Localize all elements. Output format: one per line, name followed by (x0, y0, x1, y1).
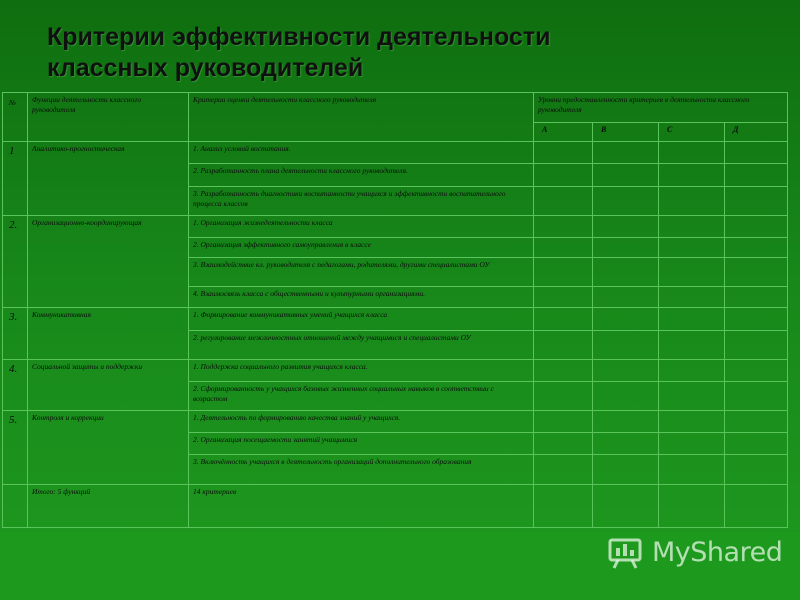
level-cell (659, 485, 725, 528)
level-cell (659, 433, 725, 455)
group-5-criterion-1: 1. Деятельность по формированию качества знаний у учащихся. (189, 411, 534, 433)
group-5-criterion-3: 3. Включённость учащихся в деятельность организаций дополнительного образования (189, 455, 534, 485)
level-cell (659, 455, 725, 485)
level-cell (534, 216, 593, 238)
group-2-function: Организационно-координирующая (28, 216, 189, 308)
level-cell (659, 411, 725, 433)
group-2-num: 2. (3, 216, 28, 308)
level-cell (659, 308, 725, 331)
group-4-function: Социальной защиты и поддержки (28, 360, 189, 411)
header-level-c: С (659, 123, 725, 142)
group-2-criterion-2: 2. Организация эффективного самоуправления в классе (189, 238, 534, 258)
level-cell (534, 258, 593, 287)
level-cell (534, 455, 593, 485)
group-3-criterion-2: 2. регулирование межличностных отношений между учащимися и специалистами ОУ (189, 331, 534, 360)
title-line-1: Критерии эффективности деятельности (47, 23, 551, 51)
table-row (3, 360, 788, 382)
level-cell (659, 216, 725, 238)
group-1-criterion-3: 3. Разработанность диагностики воспитанности учащихся и эффективности воспитательного процесса классов (189, 187, 534, 216)
level-cell (659, 360, 725, 382)
group-3-criterion-1: 1. Формирование коммуникативных умений учащихся класса (189, 308, 534, 331)
header-num: № (3, 93, 28, 142)
group-1-num: 1 (3, 142, 28, 216)
level-cell (593, 382, 659, 411)
level-cell (593, 360, 659, 382)
group-3-function: Коммуникативная (28, 308, 189, 360)
level-cell (534, 485, 593, 528)
group-3-num: 3. (3, 308, 28, 360)
level-cell (725, 187, 788, 216)
level-cell (593, 308, 659, 331)
level-cell (534, 238, 593, 258)
level-cell (659, 382, 725, 411)
level-cell (534, 142, 593, 164)
level-cell (725, 360, 788, 382)
level-cell (725, 258, 788, 287)
level-cell (534, 187, 593, 216)
level-cell (593, 258, 659, 287)
level-cell (659, 258, 725, 287)
group-5-criterion-2: 2. Организация посещаемости занятий учащимися (189, 433, 534, 455)
group-2-criterion-3: 3. Взаимодействие кл. руководителя с педагогами, родителями, другими специалистами ОУ (189, 258, 534, 287)
level-cell (593, 331, 659, 360)
level-cell (725, 382, 788, 411)
level-cell (534, 164, 593, 187)
level-cell (659, 164, 725, 187)
level-cell (725, 331, 788, 360)
group-5-num: 5. (3, 411, 28, 485)
total-functions: Итого: 5 функций (28, 485, 189, 528)
level-cell (593, 485, 659, 528)
group-4-criterion-1: 1. Поддержка социального развития учащихся класса. (189, 360, 534, 382)
level-cell (534, 360, 593, 382)
total-criteria: 14 критериев (189, 485, 534, 528)
header-level-b: В (593, 123, 659, 142)
header-level-d: Д (725, 123, 788, 142)
level-cell (725, 308, 788, 331)
group-1-function: Аналитико-прогностическая (28, 142, 189, 216)
level-cell (659, 287, 725, 308)
level-cell (593, 216, 659, 238)
watermark-text: MyShared (652, 536, 783, 568)
header-level-a: А (534, 123, 593, 142)
table-row (3, 308, 788, 331)
group-1-criterion-1: 1. Анализ условий воспитания. (189, 142, 534, 164)
level-cell (725, 164, 788, 187)
level-cell (593, 187, 659, 216)
total-row (3, 485, 788, 528)
level-cell (534, 308, 593, 331)
level-cell (659, 187, 725, 216)
presentation-icon (606, 532, 646, 572)
group-4-criterion-2: 2. Сформированность у учащихся базовых жизненных социальных навыков в соответствии с возрастом (189, 382, 534, 411)
level-cell (534, 287, 593, 308)
header-levels: Уровни предоставленности критериев в деятельности классного руководителя (534, 93, 788, 123)
group-1-criterion-2: 2. Разработанность плана деятельности классного руководителя. (189, 164, 534, 187)
level-cell (659, 238, 725, 258)
level-cell (534, 382, 593, 411)
level-cell (659, 331, 725, 360)
table-row (3, 411, 788, 433)
slide-title (47, 22, 767, 84)
group-5-function: Контроля и коррекции (28, 411, 189, 485)
header-row (3, 93, 788, 123)
level-cell (593, 142, 659, 164)
level-cell (593, 287, 659, 308)
level-cell (725, 411, 788, 433)
level-cell (534, 433, 593, 455)
level-cell (725, 238, 788, 258)
group-2-criterion-4: 4. Взаимосвязь класса с общественными и культурными организациями. (189, 287, 534, 308)
myshared-watermark (606, 532, 782, 572)
level-cell (725, 433, 788, 455)
level-cell (725, 142, 788, 164)
level-cell (593, 411, 659, 433)
table-row (3, 216, 788, 238)
level-cell (534, 411, 593, 433)
criteria-table (2, 92, 788, 528)
level-cell (725, 485, 788, 528)
header-criteria: Критерии оценки деятельности классного руководителя (189, 93, 534, 142)
total-num (3, 485, 28, 528)
level-cell (725, 216, 788, 238)
level-cell (725, 455, 788, 485)
level-cell (725, 287, 788, 308)
level-cell (593, 164, 659, 187)
level-cell (593, 433, 659, 455)
level-cell (593, 455, 659, 485)
title-line-2: классных руководителей (47, 54, 364, 82)
level-cell (659, 142, 725, 164)
level-cell (593, 238, 659, 258)
header-functions: Функции деятельности классного руководителя (28, 93, 189, 142)
group-4-num: 4. (3, 360, 28, 411)
table-row (3, 142, 788, 164)
level-cell (534, 331, 593, 360)
group-2-criterion-1: 1. Организация жизнедеятельности класса (189, 216, 534, 238)
